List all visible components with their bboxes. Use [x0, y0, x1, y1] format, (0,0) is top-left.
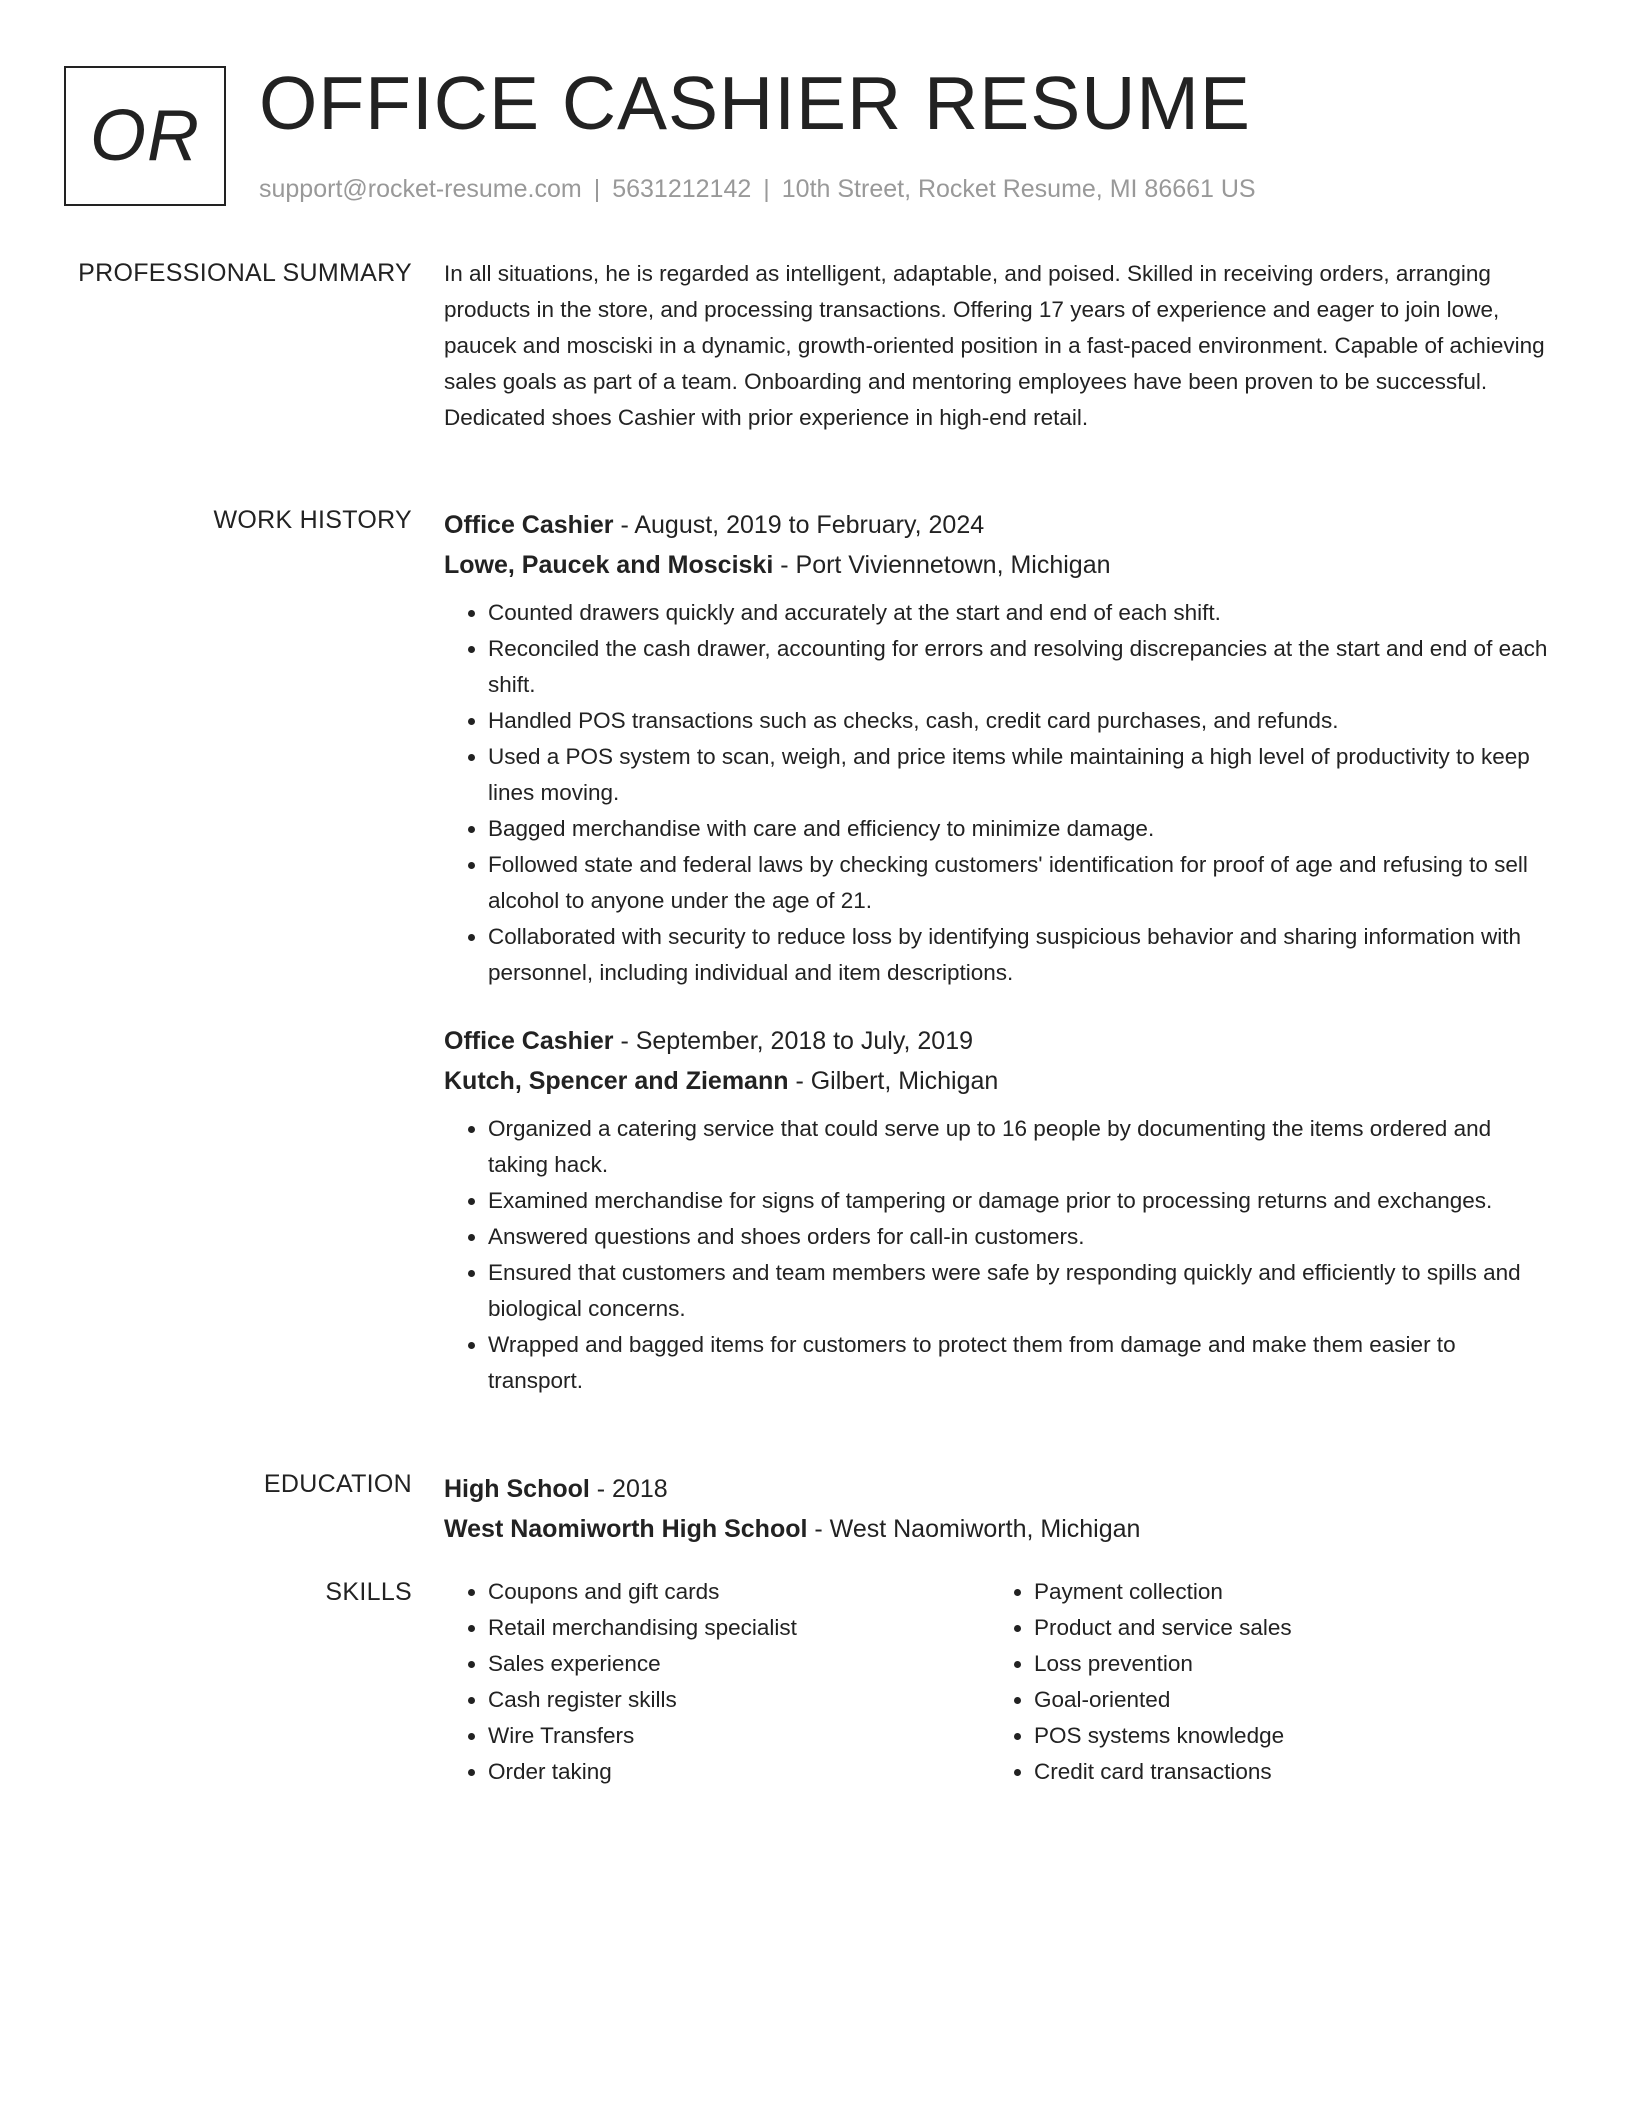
contact-line	[259, 174, 1256, 204]
skills-grid	[444, 1574, 1554, 1790]
skills-column-left	[444, 1574, 990, 1790]
resume-title: OFFICE CASHIER RESUME	[259, 61, 1251, 145]
summary-section	[64, 258, 1554, 436]
education-degree-line	[444, 1469, 1554, 1509]
work-history-section	[64, 505, 1554, 1399]
skill-item: • Goal-oriented	[1034, 1682, 1536, 1718]
job-entry	[444, 1021, 1554, 1399]
job-company-line	[444, 1061, 1554, 1101]
skill-item: • POS systems knowledge	[1034, 1718, 1536, 1754]
job-title: Office Cashier	[444, 511, 614, 539]
work-history-body	[444, 505, 1554, 1399]
job-bullet: • Followed state and federal laws by checking customers' identification for proof of age and refusing to sell alcohol to anyone under the age of 21.	[488, 847, 1554, 919]
job-bullets	[444, 595, 1554, 991]
job-bullet: • Answered questions and shoes orders for call-in customers.	[488, 1219, 1554, 1255]
summary-text: In all situations, he is regarded as intelligent, adaptable, and poised. Skilled in receiving orders, arranging products in the store, and processing transactions. Offering 17 years of experience and eager to join lowe, paucek and mosciski in a dynamic, growth-oriented position in a fast-paced environment. Capable of achieving sales goals as part of a team. Onboarding and mentoring employees have been proven to be successful. Dedicated shoes Cashier with prior experience in high-end retail.	[444, 261, 1545, 430]
education-section	[64, 1469, 1554, 1549]
job-bullet: • Bagged merchandise with care and efficiency to minimize damage.	[488, 811, 1554, 847]
job-dates: - August, 2019 to February, 2024	[613, 511, 985, 539]
education-school: West Naomiworth High School	[444, 1515, 808, 1543]
job-bullet: • Examined merchandise for signs of tampering or damage prior to processing returns and exchanges.	[488, 1183, 1554, 1219]
education-degree: High School	[444, 1475, 590, 1503]
skill-item: • Credit card transactions	[1034, 1754, 1536, 1790]
skill-item: • Wire Transfers	[488, 1718, 990, 1754]
job-bullet: • Wrapped and bagged items for customers to protect them from damage and make them easier to transport.	[488, 1327, 1554, 1399]
education-location: - West Naomiworth, Michigan	[807, 1515, 1141, 1543]
job-bullet: • Used a POS system to scan, weigh, and price items while maintaining a high level of productivity to keep lines moving.	[488, 739, 1554, 811]
skill-item: • Payment collection	[1034, 1574, 1536, 1610]
job-bullet: • Counted drawers quickly and accurately at the start and end of each shift.	[488, 595, 1554, 631]
job-bullet: • Handled POS transactions such as checks, cash, credit card purchases, and refunds.	[488, 703, 1554, 739]
skill-item: • Retail merchandising specialist	[488, 1610, 990, 1646]
education-school-line	[444, 1509, 1554, 1549]
job-bullet: • Collaborated with security to reduce loss by identifying suspicious behavior and sharing information with personnel, including individual and item descriptions.	[488, 919, 1554, 991]
skill-item: • Cash register skills	[488, 1682, 990, 1718]
contact-separator: |	[593, 175, 601, 203]
education-label: EDUCATION	[263, 1470, 412, 1498]
education-year: - 2018	[589, 1475, 668, 1503]
job-company: Lowe, Paucek and Mosciski	[444, 551, 774, 579]
skill-item: • Sales experience	[488, 1646, 990, 1682]
skills-column-right	[990, 1574, 1536, 1790]
skills-section	[64, 1577, 1554, 1790]
job-entry	[444, 505, 1554, 991]
job-dates: - September, 2018 to July, 2019	[613, 1027, 974, 1055]
skills-label: SKILLS	[325, 1578, 412, 1606]
contact-separator: |	[763, 175, 770, 203]
job-location: - Gilbert, Michigan	[788, 1067, 999, 1095]
job-bullet: • Reconciled the cash drawer, accounting for errors and resolving discrepancies at the start and end of each shift.	[488, 631, 1554, 703]
contact-email[interactable]: support@rocket-resume.com	[259, 175, 582, 203]
contact-address: 10th Street, Rocket Resume, MI 86661 US	[781, 175, 1256, 203]
job-title-line	[444, 505, 1554, 545]
job-company: Kutch, Spencer and Ziemann	[444, 1067, 789, 1095]
job-bullet: • Organized a catering service that could serve up to 16 people by documenting the items ordered and taking hack.	[488, 1111, 1554, 1183]
job-title: Office Cashier	[444, 1027, 614, 1055]
job-bullets	[444, 1111, 1554, 1399]
skill-item: • Loss prevention	[1034, 1646, 1536, 1682]
summary-label: PROFESSIONAL SUMMARY	[78, 259, 412, 287]
skill-item: • Product and service sales	[1034, 1610, 1536, 1646]
skill-item: • Order taking	[488, 1754, 990, 1790]
work-history-label: WORK HISTORY	[213, 506, 412, 534]
job-title-line	[444, 1021, 1554, 1061]
monogram: OR	[64, 66, 226, 206]
contact-phone[interactable]: 5631212142	[612, 175, 752, 203]
skill-item: • Coupons and gift cards	[488, 1574, 990, 1610]
job-location: - Port Viviennetown, Michigan	[773, 551, 1111, 579]
job-company-line	[444, 545, 1554, 585]
job-bullet: • Ensured that customers and team members were safe by responding quickly and efficiently to spills and biological concerns.	[488, 1255, 1554, 1327]
